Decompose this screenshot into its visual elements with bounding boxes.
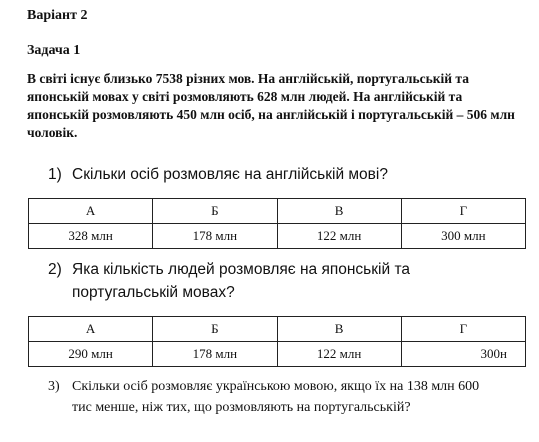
option-letter: В (277, 199, 401, 224)
option-value: 300н (401, 342, 525, 367)
option-value: 300 млн (401, 224, 525, 249)
variant-title: Варіант 2 (27, 8, 88, 23)
question-number: 3) (48, 379, 60, 394)
option-value: 122 млн (277, 224, 401, 249)
answer-values-row (29, 342, 526, 367)
option-letter: А (29, 317, 153, 342)
answer-letters-row (29, 199, 526, 224)
question-number: 2) (48, 261, 62, 278)
answer-table-1 (28, 198, 526, 249)
option-value: 178 млн (153, 342, 277, 367)
option-letter: Г (401, 199, 525, 224)
task-title: Задача 1 (27, 43, 81, 58)
question-2 (48, 258, 518, 306)
option-letter: А (29, 199, 153, 224)
option-letter: В (277, 317, 401, 342)
option-value: 290 млн (29, 342, 153, 367)
question-text: Скільки осіб розмовляє на англійській мові? (72, 166, 388, 183)
option-value: 328 млн (29, 224, 153, 249)
option-value: 178 млн (153, 224, 277, 249)
problem-statement: В світі існує близько 7538 різних мов. На англійській, португальській та японській мовах у світі розмовляють 628 млн людей. На англійській та японській розмовляють 450 млн осіб, на англійській і португальській – 506 млн чоловік. (27, 71, 515, 140)
answer-letters-row (29, 317, 526, 342)
answer-values-row (29, 224, 526, 249)
question-1 (48, 163, 518, 187)
option-value: 122 млн (277, 342, 401, 367)
question-text: Яка кількість людей розмовляє на японській та португальській мовах? (72, 261, 410, 301)
option-letter: Б (153, 199, 277, 224)
question-number: 1) (48, 166, 62, 183)
option-letter: Б (153, 317, 277, 342)
answer-table-2 (28, 316, 526, 367)
question-3 (48, 376, 518, 440)
question-text: Скільки осіб розмовляє українською мовою, якщо їх на 138 млн 600 тис менше, ніж тих, що розмовляють на португальській? (72, 379, 480, 415)
option-letter: Г (401, 317, 525, 342)
